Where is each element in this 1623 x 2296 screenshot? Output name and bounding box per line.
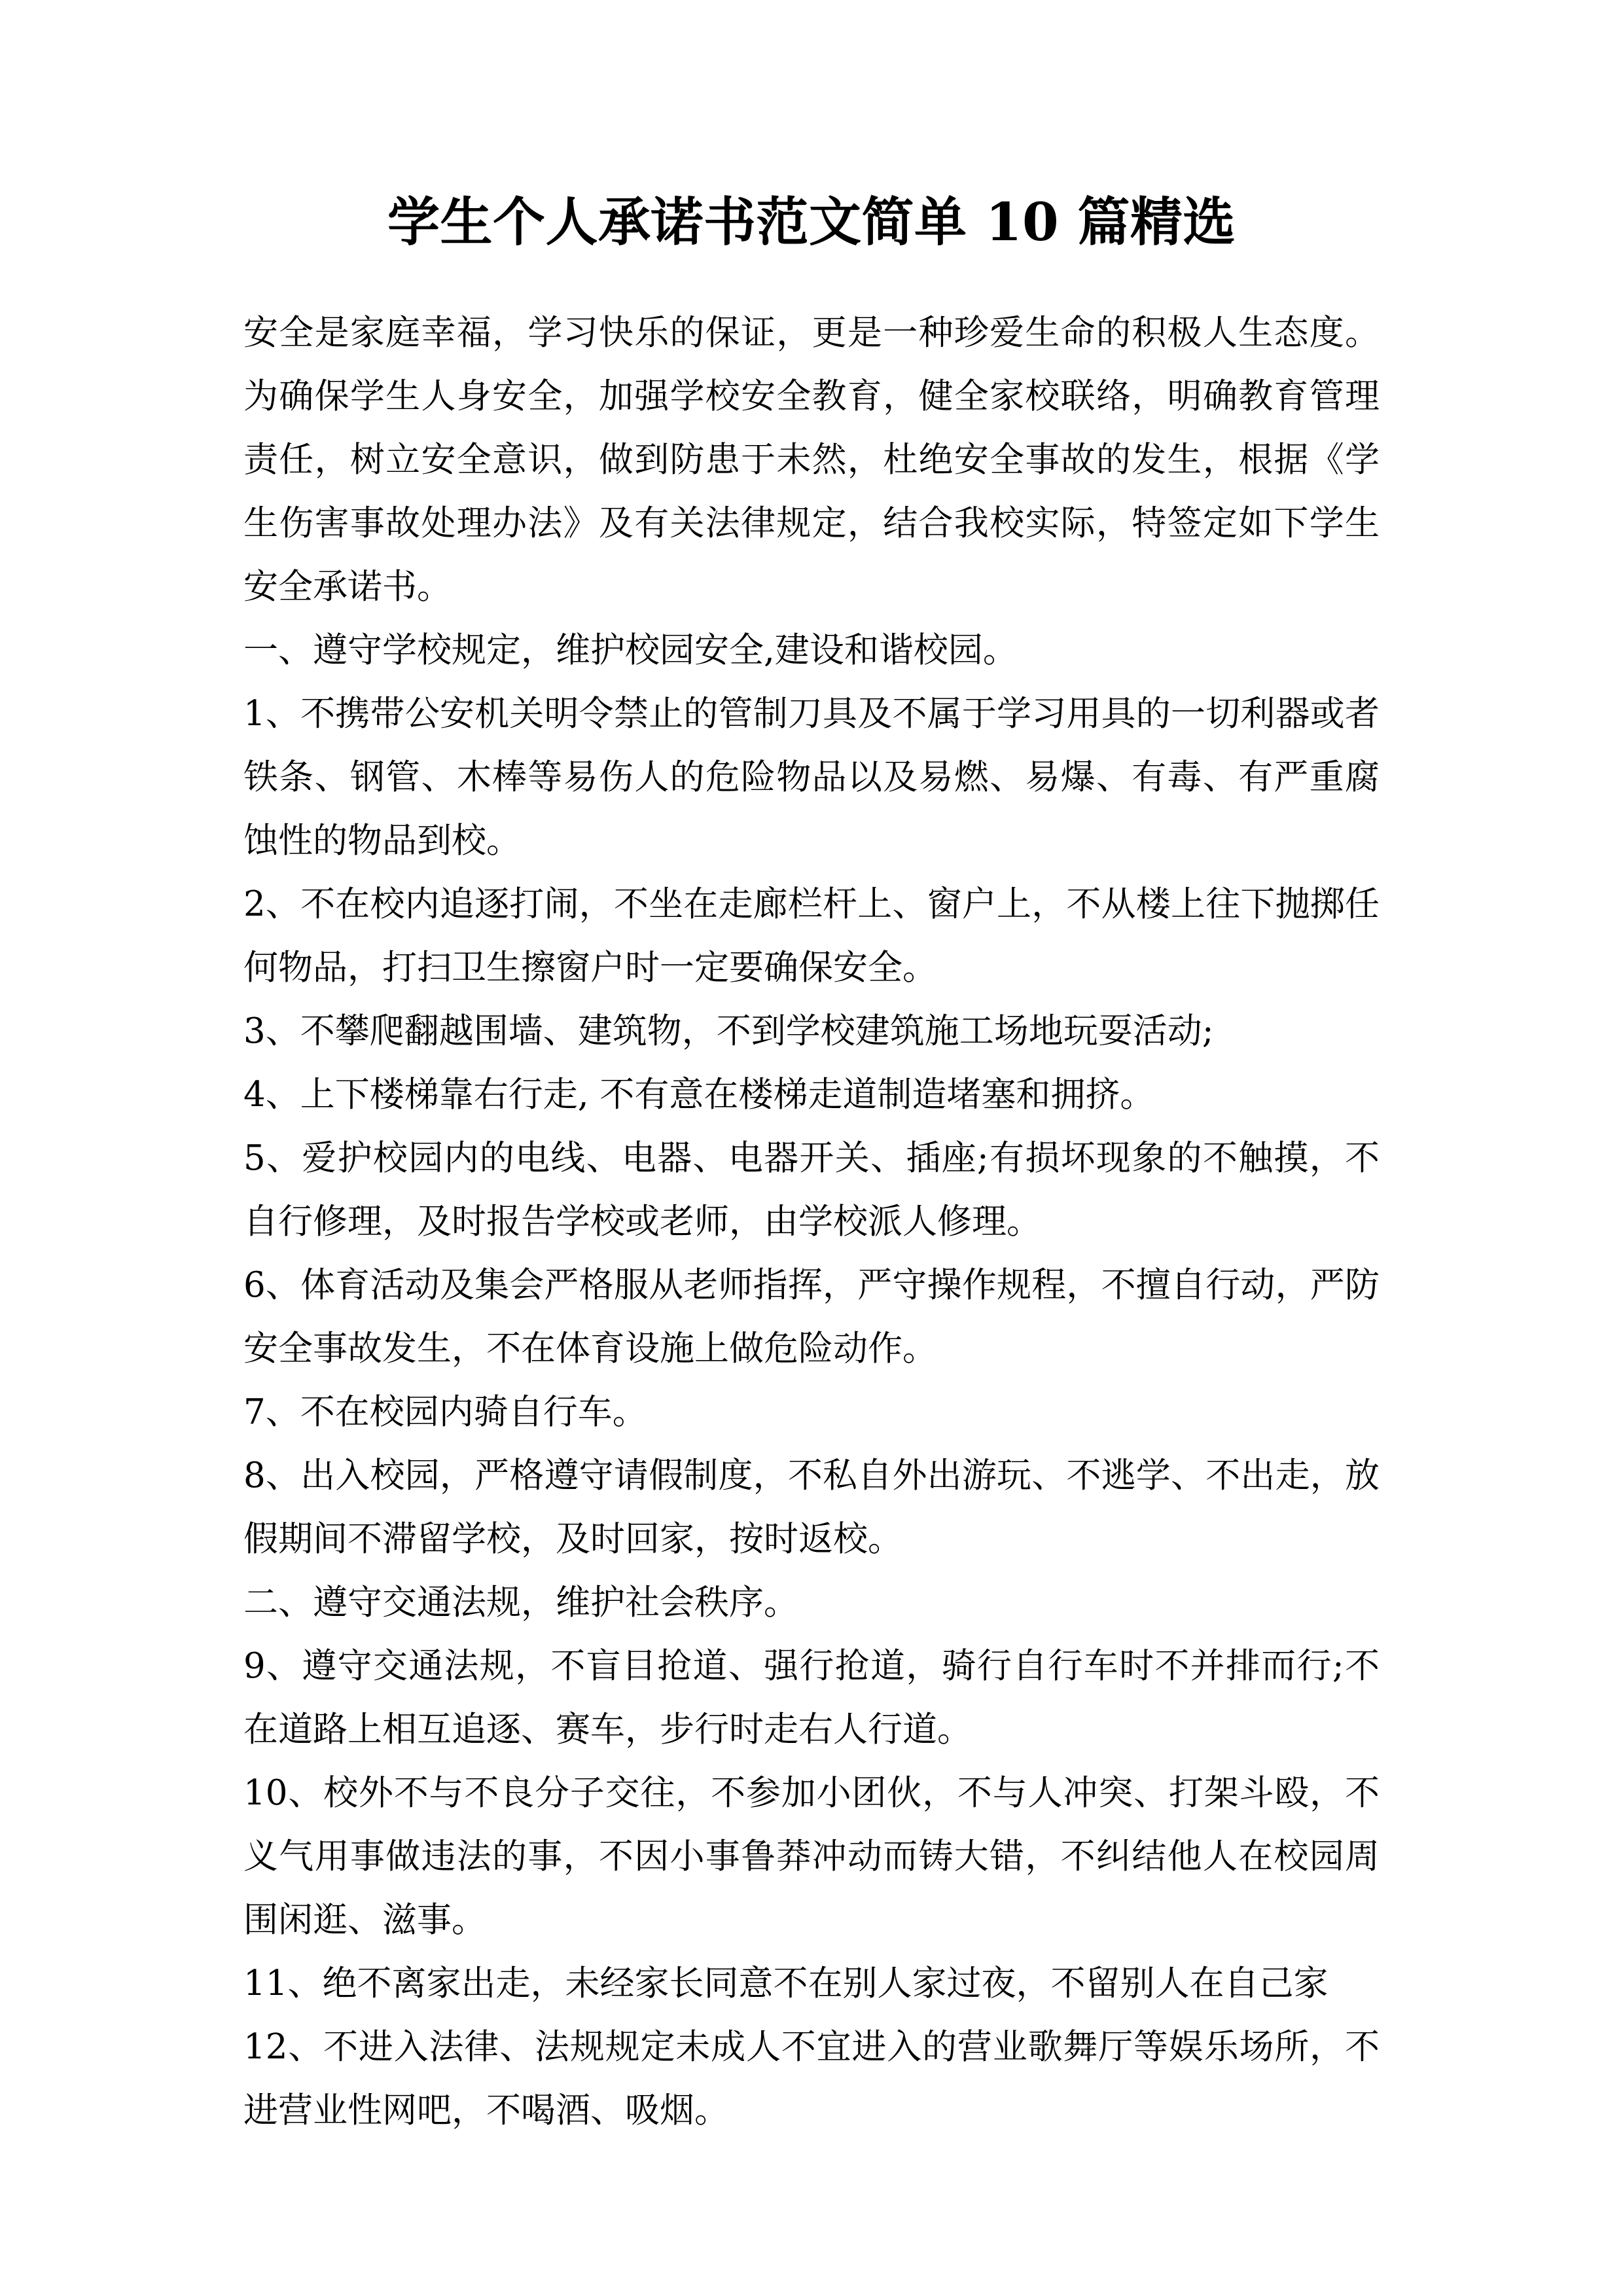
clause-item-3: 3、不攀爬翻越围墙、建筑物，不到学校建筑施工场地玩耍活动; <box>243 1011 1214 1052</box>
section-heading-one: 一、遵守学校规定，维护校园安全,建设和谐校园。 <box>243 630 1018 671</box>
clause-item-5: 5、爱护校园内的电线、电器、电器开关、插座;有损坏现象的不触摸，不自行修理，及时报告学校或老师，由学校派人修理。 <box>243 1138 1380 1242</box>
clause-item-1: 1、不携带公安机关明令禁止的管制刀具及不属于学习用具的一切利器或者铁条、钢管、木棒等易伤人的危险物品以及易燃、易爆、有毒、有严重腐蚀性的物品到校。 <box>243 694 1380 861</box>
document-body <box>243 301 1380 2142</box>
clause-item-8: 8、出入校园，严格遵守请假制度，不私自外出游玩、不逃学、不出走，放假期间不滞留学校，及时回家，按时返校。 <box>243 1456 1380 1560</box>
clause-item-7: 7、不在校园内骑自行车。 <box>243 1392 647 1433</box>
clause-item-10: 10、校外不与不良分子交往，不参加小团伙，不与人冲突、打架斗殴，不义气用事做违法的事，不因小事鲁莽冲动而铸大错，不纠结他人在校园周围闲逛、滋事。 <box>243 1773 1380 1941</box>
clause-item-11: 11、绝不离家出走，未经家长同意不在别人家过夜，不留别人在自己家 <box>243 1964 1329 2004</box>
section-heading-two: 二、遵守交通法规，维护社会秩序。 <box>243 1583 798 1623</box>
clause-item-9: 9、遵守交通法规，不盲目抢道、强行抢道，骑行自行车时不并排而行;不在道路上相互追逐、赛车，步行时走右人行道。 <box>243 1646 1380 1750</box>
page-title: 学生个人承诺书范文简单 10 篇精选 <box>387 191 1236 253</box>
document-content-column <box>243 0 1380 2142</box>
intro-paragraph: 安全是家庭幸福，学习快乐的保证，更是一种珍爱生命的积极人生态度。为确保学生人身安全，加强学校安全教育，健全家校联络，明确教育管理责任，树立安全意识，做到防患于未然，杜绝安全事故的发生，根据《学生伤害事故处理办法》及有关法律规定，结合我校实际，特签定如下学生安全承诺书。 <box>243 313 1380 607</box>
clause-item-6: 6、体育活动及集会严格服从老师指挥，严守操作规程，不擅自行动，严防安全事故发生，不在体育设施上做危险动作。 <box>243 1265 1380 1369</box>
clause-item-2: 2、不在校内追逐打闹，不坐在走廊栏杆上、窗户上，不从楼上往下抛掷任何物品，打扫卫生擦窗户时一定要确保安全。 <box>243 884 1380 988</box>
clause-item-12: 12、不进入法律、法规规定未成人不宜进入的营业歌舞厅等娱乐场所，不进营业性网吧，不喝酒、吸烟。 <box>243 2027 1380 2131</box>
clause-item-4: 4、上下楼梯靠右行走, 不有意在楼梯走道制造堵塞和拥挤。 <box>243 1075 1155 1115</box>
